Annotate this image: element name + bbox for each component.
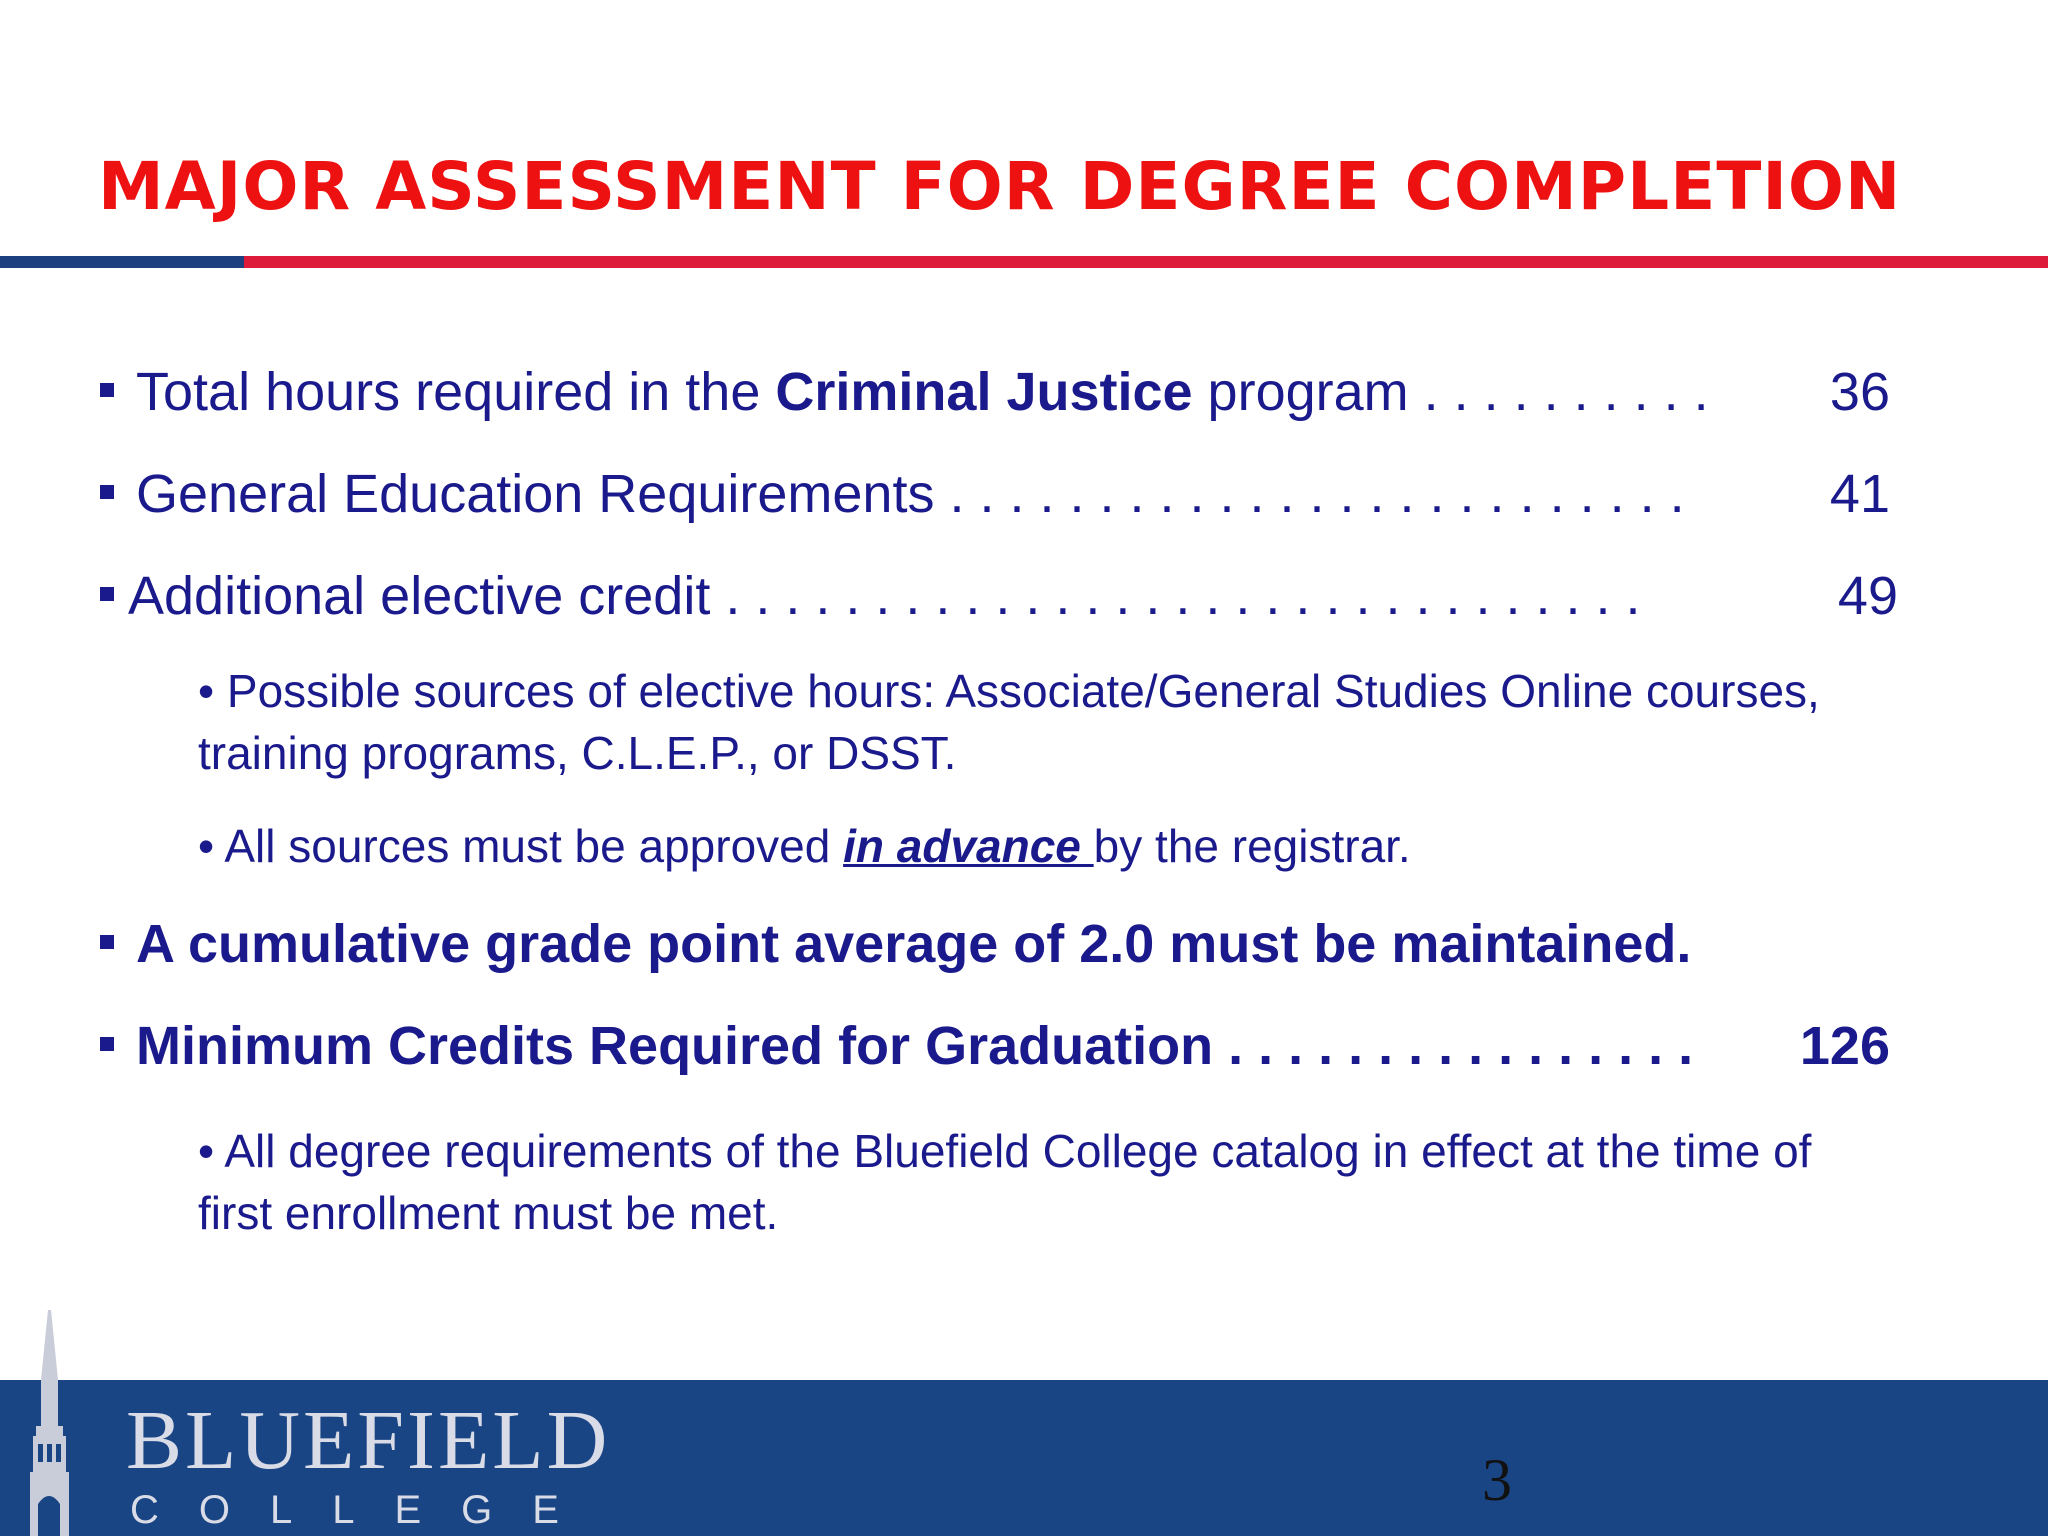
square-bullet-icon [100, 935, 114, 949]
elective-sources-note: • Possible sources of elective hours: Associate/General Studies Online courses, training programs, C.L.E.P., or DSST. [198, 665, 1820, 779]
total-hours-label-post: program . . . . . . . . . . [1192, 362, 1709, 422]
total-hours-row [100, 360, 1890, 424]
gen-ed-value: 41 [1829, 464, 1890, 524]
approval-pre: • All sources must be approved [198, 820, 844, 872]
square-bullet-icon [100, 485, 114, 499]
elective-label: Additional elective credit . . . . . . . . . . . . . . . . . . . . . . . . . . . . . . . [128, 566, 1641, 626]
approval-emphasis: in advance [843, 820, 1094, 872]
min-credits-value: 126 [1799, 1016, 1890, 1076]
approval-post: by the registrar. [1093, 820, 1411, 872]
gen-ed-label: General Education Requirements . . . . . . . . . . . . . . . . . . . . . . . . . [136, 464, 1685, 524]
gpa-text: A cumulative grade point average of 2.0 must be maintained. [136, 914, 1692, 974]
gen-ed-row [100, 462, 1890, 526]
program-name: Criminal Justice [775, 362, 1193, 422]
elective-value: 49 [1837, 566, 1898, 626]
total-hours-value: 36 [1829, 362, 1890, 422]
elective-row [100, 564, 1898, 628]
square-bullet-icon [100, 1037, 114, 1051]
logo-subtitle: COLLEGE [130, 1488, 599, 1532]
min-credits-label: Minimum Credits Required for Graduation . . . . . . . . . . . . . . . . [136, 1016, 1694, 1076]
title-rule-blue [0, 256, 244, 268]
catalog-note: • All degree requirements of the Bluefield College catalog in effect at the time of first enrollment must be met. [198, 1125, 1812, 1239]
bell-tower-icon [14, 1310, 104, 1536]
approval-note [198, 815, 1878, 877]
square-bullet-icon [100, 587, 114, 601]
square-bullet-icon [100, 383, 114, 397]
min-credits-row [100, 1014, 1890, 1078]
gpa-row [100, 912, 1890, 976]
logo-wordmark: BLUEFIELD [126, 1394, 611, 1487]
slide-title: MAJOR ASSESSMENT FOR DEGREE COMPLETION [98, 148, 1902, 225]
title-rule-red [244, 256, 2048, 268]
total-hours-label-pre: Total hours required in the [136, 362, 776, 422]
page-number: 3 [1482, 1447, 1512, 1513]
